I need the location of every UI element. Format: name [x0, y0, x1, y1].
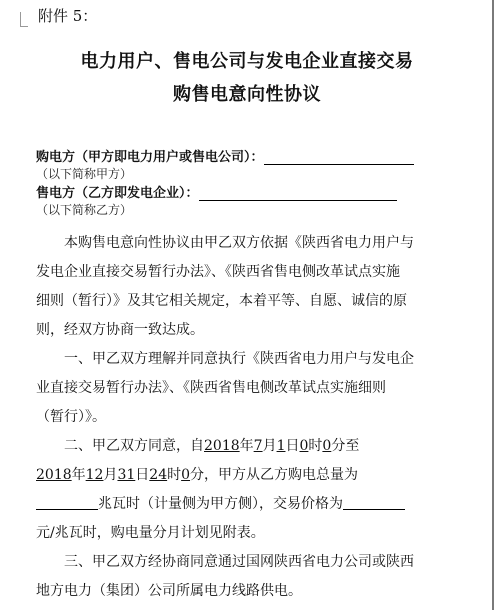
month-unit: 月	[262, 438, 277, 454]
paragraph-line: 元/兆瓦时，购电量分月计划见附表。	[36, 525, 265, 541]
purchase-total-text: 分，甲方从乙方购电总量为	[190, 467, 359, 483]
clause-2-paragraph	[36, 432, 446, 548]
price-blank[interactable]	[343, 495, 405, 510]
seller-label: 售电方（乙方即发电企业）：	[36, 186, 199, 201]
start-minute: 0	[322, 438, 332, 454]
paragraph-line: 本购售电意向性协议由甲乙双方依据《陕西省电力用户与	[64, 235, 414, 251]
start-year: 2018	[204, 438, 240, 454]
buyer-party-row	[36, 146, 414, 165]
start-month: 7	[253, 438, 263, 454]
clause-2-prefix: 二、甲乙双方同意，自	[64, 438, 204, 454]
document-title-line-2: 购售电意向性协议	[173, 84, 321, 105]
paragraph-line: 业直接交易暂行办法》、《陕西省售电侧改革试点实施细则	[36, 380, 386, 396]
hour-unit: 时	[167, 467, 182, 483]
intro-paragraph	[36, 229, 446, 345]
document-title-line-1: 电力用户、售电公司与发电企业直接交易	[80, 51, 414, 72]
clause-1-paragraph	[36, 345, 446, 432]
paragraph-line	[36, 461, 446, 490]
start-day: 1	[276, 438, 286, 454]
buyer-name-blank[interactable]	[264, 152, 414, 165]
paragraph-line: 发电企业直接交易暂行办法》、《陕西省售电侧改革试点实施	[36, 264, 400, 280]
minute-to-text: 分至	[331, 438, 360, 454]
buyer-note: （以下简称甲方）	[36, 167, 133, 181]
end-minute: 0	[181, 467, 191, 483]
end-year: 2018	[36, 467, 72, 483]
paragraph-line: 三、甲乙双方经协商同意通过国网陕西省电力公司或陕西	[64, 554, 414, 570]
start-hour: 0	[299, 438, 309, 454]
month-unit: 月	[103, 467, 118, 483]
end-month: 12	[85, 467, 104, 483]
metering-price-text: 兆瓦时（计量侧为甲方侧），交易价格为	[98, 496, 343, 512]
paragraph-line	[36, 490, 446, 519]
year-unit: 年	[71, 467, 86, 483]
day-unit: 日	[285, 438, 300, 454]
seller-party-row	[36, 182, 397, 201]
year-unit: 年	[239, 438, 254, 454]
page-corner-mark	[20, 12, 28, 27]
end-hour: 24	[149, 467, 168, 483]
paragraph-line	[36, 432, 446, 461]
paragraph-line: 地方电力（集团）公司所属电力线路供电。	[36, 583, 302, 599]
attachment-label: 附件 5：	[38, 7, 98, 25]
total-volume-blank[interactable]	[36, 495, 98, 510]
day-unit: 日	[135, 467, 150, 483]
seller-note: （以下简称乙方）	[36, 203, 133, 217]
paragraph-line: 细则（暂行）》及其它相关规定，本着平等、自愿、诚信的原	[36, 293, 407, 309]
buyer-label: 购电方（甲方即电力用户或售电公司）：	[36, 150, 264, 165]
paragraph-line: 一、甲乙双方理解并同意执行《陕西省电力用户与发电企	[64, 351, 414, 367]
paragraph-line: 则，经双方协商一致达成。	[36, 322, 204, 338]
paragraph-line: （暂行）》。	[36, 409, 106, 425]
end-day: 31	[117, 467, 136, 483]
clause-3-paragraph	[36, 548, 446, 606]
hour-unit: 时	[308, 438, 323, 454]
seller-name-blank[interactable]	[199, 188, 397, 201]
